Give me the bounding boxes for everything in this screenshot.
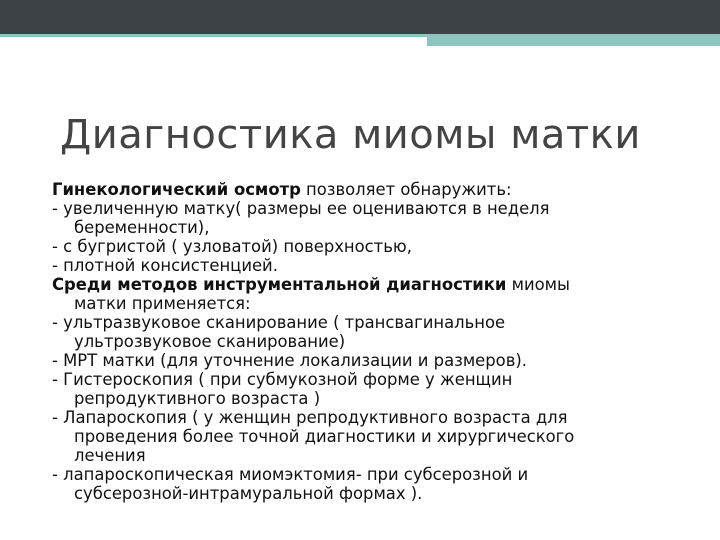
- list-item: - с бугристой ( узловатой) поверхностью,: [52, 237, 412, 256]
- list-item: - МРТ матки (для уточнение локализации и размеров).: [52, 351, 527, 370]
- paragraph-instrumental-diagnostics: [52, 275, 677, 294]
- accent-stripe-left: [0, 34, 427, 37]
- list-item-continuation: репродуктивного возраста ): [74, 389, 321, 408]
- list-item: - Лапароскопия ( у женщин репродуктивного возраста для: [52, 408, 568, 427]
- paragraph-text: позволяет обнаружить:: [300, 180, 512, 199]
- list-item: - Гистероскопия ( при субмукозной форме у женщин: [52, 370, 513, 389]
- list-item-continuation: субсерозной-интрамуральной формах ).: [74, 484, 423, 503]
- slide-body: [52, 180, 677, 503]
- list-item: - увеличенную матку( размеры ее оцениваются в неделя: [52, 199, 550, 218]
- paragraph-gynecological-exam: [52, 180, 677, 199]
- slide-title: Диагностика миомы матки: [60, 112, 641, 158]
- accent-stripe-right: [427, 34, 720, 46]
- list-item-continuation: беременности),: [74, 218, 210, 237]
- list-item: - плотной консистенцией.: [52, 256, 278, 275]
- paragraph-continuation: матки применяется:: [74, 294, 251, 313]
- list-item-continuation: проведения более точной диагностики и хирургического: [74, 427, 575, 446]
- paragraph-text: миомы: [506, 275, 570, 294]
- list-item-continuation: лечения: [74, 446, 146, 465]
- header-band: [0, 0, 720, 34]
- list-item-continuation: ультрозвуковое сканирование): [74, 332, 346, 351]
- bold-term: Среди методов инструментальной диагностики: [52, 275, 507, 294]
- bold-term: Гинекологический осмотр: [52, 180, 301, 199]
- list-item: - лапароскопическая миомэктомия- при субсерозной и: [52, 465, 529, 484]
- list-item: - ультразвуковое сканирование ( трансвагинальное: [52, 313, 506, 332]
